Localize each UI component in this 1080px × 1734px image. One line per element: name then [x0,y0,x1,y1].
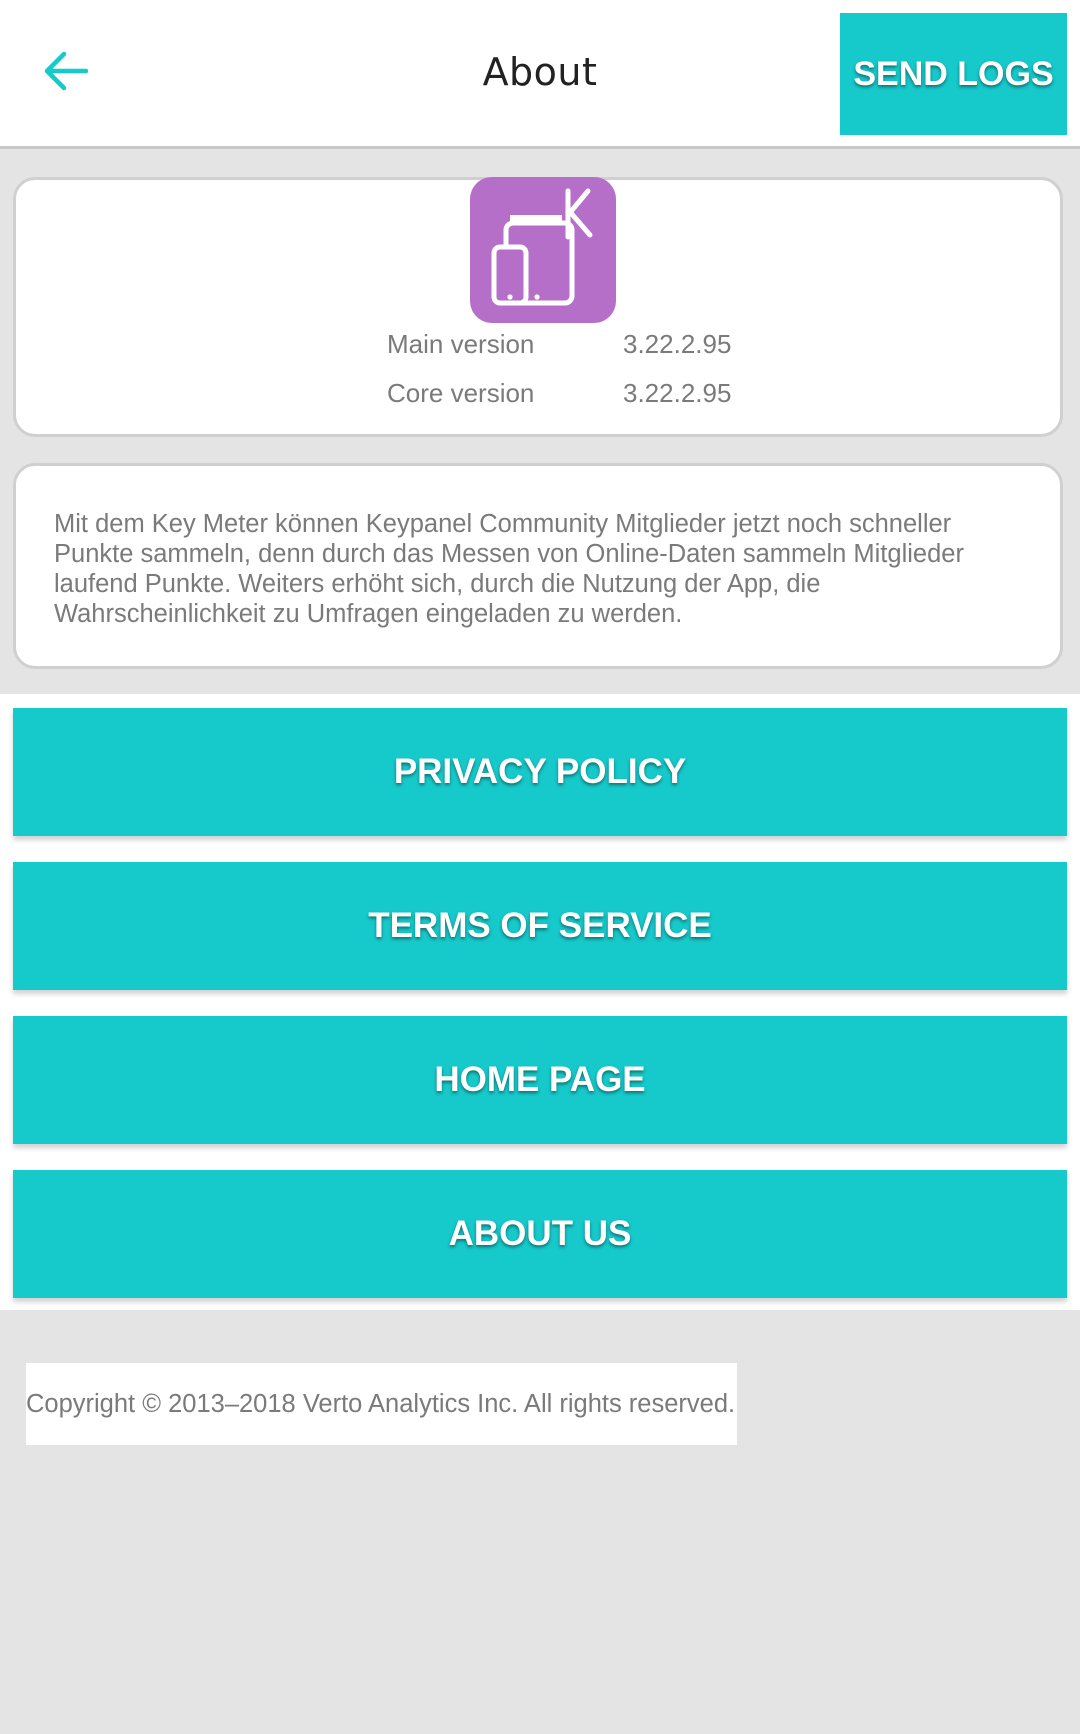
keymeter-app-logo-icon [470,177,616,323]
home-page-button[interactable]: HOME PAGE [13,1016,1067,1144]
privacy-policy-button[interactable]: PRIVACY POLICY [13,708,1067,836]
description-card [13,463,1063,669]
app-description: Mit dem Key Meter können Keypanel Community Mitglieder jetzt noch schneller Punkte sammeln, denn durch das Messen von Online-Daten sammeln Mitglieder laufend Punkte. Weiters erhöht sich, durch die Nutzung der App, die Wahrscheinlichkeit zu Umfragen eingeladen zu werden. [54,510,964,628]
links-panel [0,694,1080,1310]
about-us-button[interactable]: ABOUT US [13,1170,1067,1298]
core-version-value: 3.22.2.95 [623,378,732,408]
app-logo [470,177,616,323]
top-app-bar [0,0,1080,149]
version-card [13,177,1063,437]
main-version-label: Main version [387,329,535,359]
core-version-label: Core version [387,378,535,408]
terms-of-service-button[interactable]: TERMS OF SERVICE [13,862,1067,990]
send-logs-button[interactable]: SEND LOGS [840,13,1067,135]
copyright-text: Copyright © 2013–2018 Verto Analytics Inc. All rights reserved. [26,1363,737,1445]
page-title: About [482,50,598,94]
main-version-value: 3.22.2.95 [623,329,732,359]
